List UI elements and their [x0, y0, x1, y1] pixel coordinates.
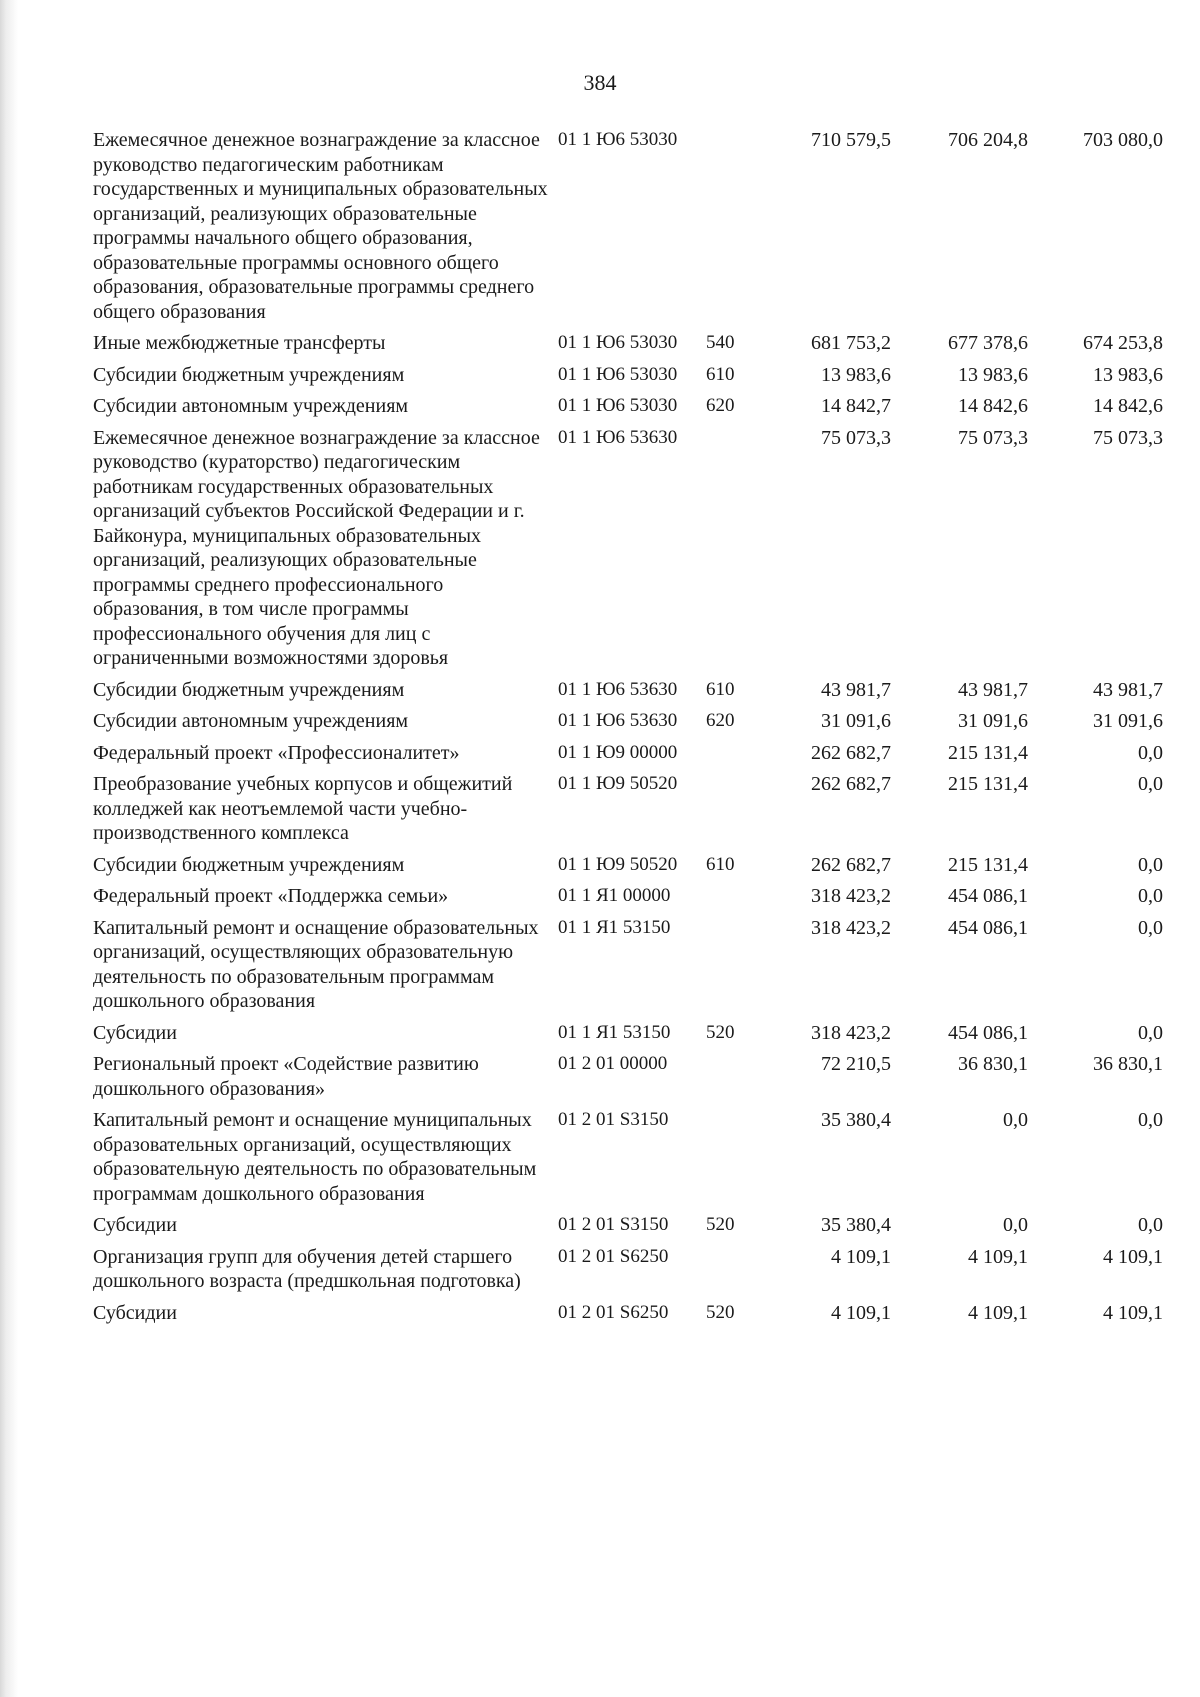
- table-row: [93, 1052, 1163, 1101]
- row-value-year-1: 318 423,2: [811, 916, 891, 939]
- row-value-year-3: 14 842,6: [1093, 395, 1163, 417]
- row-classification-code: 01 1 Я1 53150: [558, 1021, 671, 1043]
- table-row: [93, 1108, 1163, 1206]
- row-description: Преобразование учебных корпусов и общежитий колледжей как неотъемлемой части учебно-производственного комплекса: [93, 773, 513, 844]
- row-value-year-1: 262 682,7: [811, 741, 891, 764]
- row-classification-code: 01 1 Ю6 53030: [558, 363, 678, 385]
- row-value-year-3: 0,0: [1138, 773, 1163, 795]
- row-value-year-1: 43 981,7: [821, 678, 891, 701]
- row-expense-type: 610: [706, 853, 735, 875]
- row-value-year-3: 4 109,1: [1103, 1301, 1163, 1324]
- row-value-year-2: 215 131,4: [948, 853, 1028, 876]
- row-value-year-2: 13 983,6: [958, 363, 1028, 386]
- row-classification-code: 01 1 Ю6 53630: [558, 678, 678, 700]
- row-description: Субсидии: [93, 1021, 177, 1044]
- table-row: [93, 1213, 1163, 1238]
- row-classification-code: 01 2 01 S6250: [558, 1245, 669, 1267]
- row-value-year-3: 703 080,0: [1083, 129, 1163, 151]
- table-row: [93, 772, 1163, 846]
- row-value-year-1: 35 380,4: [821, 1214, 891, 1236]
- table-row: [93, 1301, 1163, 1326]
- row-value-year-1: 4 109,1: [831, 1301, 891, 1324]
- table-row: [93, 426, 1163, 671]
- row-value-year-1: 31 091,6: [821, 710, 891, 732]
- row-value-year-3: 4 109,1: [1103, 1245, 1163, 1268]
- row-description: Федеральный проект «Профессионалитет»: [93, 741, 460, 764]
- table-row: [93, 1245, 1163, 1294]
- row-description: Субсидии: [93, 1301, 177, 1324]
- row-value-year-3: 0,0: [1138, 741, 1163, 764]
- row-value-year-2: 454 086,1: [948, 916, 1028, 939]
- row-expense-type: 620: [706, 710, 735, 731]
- row-value-year-3: 31 091,6: [1093, 710, 1163, 732]
- row-value-year-2: 0,0: [1003, 1214, 1028, 1236]
- row-value-year-1: 318 423,2: [811, 885, 891, 907]
- row-value-year-2: 4 109,1: [968, 1301, 1028, 1324]
- row-value-year-2: 14 842,6: [958, 395, 1028, 417]
- table-row: [93, 128, 1163, 324]
- row-description: Субсидии автономным учреждениям: [93, 395, 409, 417]
- row-expense-type: 540: [706, 332, 735, 353]
- row-description: Субсидии бюджетным учреждениям: [93, 853, 405, 876]
- row-value-year-3: 0,0: [1138, 916, 1163, 939]
- row-description: Организация групп для обучения детей старшего дошкольного возраста (предшкольная подготовка): [93, 1245, 521, 1292]
- row-description: Капитальный ремонт и оснащение муниципальных образовательных организаций, осуществляющих образовательную деятельность по образовательным программам дошкольного образования: [93, 1109, 537, 1205]
- row-value-year-3: 0,0: [1138, 885, 1163, 907]
- row-value-year-1: 75 073,3: [821, 426, 891, 449]
- page-number: 384: [583, 70, 617, 95]
- row-value-year-2: 706 204,8: [948, 129, 1028, 151]
- row-value-year-1: 14 842,7: [821, 395, 891, 417]
- row-value-year-1: 681 753,2: [811, 332, 891, 354]
- table-row: [93, 678, 1163, 703]
- row-value-year-2: 454 086,1: [948, 885, 1028, 907]
- table-row: [93, 741, 1163, 766]
- row-classification-code: 01 1 Ю9 50520: [558, 773, 678, 794]
- row-value-year-1: 13 983,6: [821, 363, 891, 386]
- row-description: Ежемесячное денежное вознаграждение за классное руководство (кураторство) педагогическим работникам государственных образовательных организаций субъектов Российской Федерации и г. Байконура, муниципальных образовательных организаций, реализующих образовательные программы среднего профессионального образования, в том числе программы профессионального обучения для лиц с ограниченными возможностями здоровья: [93, 426, 540, 669]
- row-classification-code: 01 1 Я1 53150: [558, 916, 671, 938]
- row-value-year-2: 0,0: [1003, 1109, 1028, 1131]
- row-classification-code: 01 2 01 S3150: [558, 1109, 669, 1130]
- row-description: Субсидии автономным учреждениям: [93, 710, 409, 732]
- row-value-year-3: 43 981,7: [1093, 678, 1163, 701]
- row-expense-type: 520: [706, 1301, 735, 1323]
- row-value-year-1: 262 682,7: [811, 773, 891, 795]
- row-description: Субсидии бюджетным учреждениям: [93, 678, 405, 701]
- row-value-year-3: 0,0: [1138, 1021, 1163, 1044]
- row-description: Капитальный ремонт и оснащение образовательных организаций, осуществляющих образовательную деятельность по образовательным программам дошкольного образования: [93, 916, 539, 1012]
- row-description: Субсидии бюджетным учреждениям: [93, 363, 405, 386]
- row-value-year-2: 31 091,6: [958, 710, 1028, 732]
- row-value-year-1: 4 109,1: [831, 1245, 891, 1268]
- row-classification-code: 01 1 Ю6 53030: [558, 395, 678, 416]
- row-description: Субсидии: [93, 1214, 177, 1236]
- row-expense-type: 610: [706, 363, 735, 385]
- row-description: Иные межбюджетные трансферты: [93, 332, 386, 354]
- row-value-year-1: 262 682,7: [811, 853, 891, 876]
- row-classification-code: 01 1 Ю9 00000: [558, 741, 678, 763]
- row-description: Региональный проект «Содействие развитию дошкольного образования»: [93, 1053, 479, 1100]
- row-expense-type: 610: [706, 678, 735, 700]
- row-classification-code: 01 1 Ю6 53030: [558, 129, 678, 150]
- row-classification-code: 01 2 01 S6250: [558, 1301, 669, 1323]
- row-value-year-2: 215 131,4: [948, 741, 1028, 764]
- row-value-year-1: 35 380,4: [821, 1109, 891, 1131]
- row-classification-code: 01 1 Ю9 50520: [558, 853, 678, 875]
- scan-edge-shadow: [0, 0, 18, 1697]
- row-value-year-1: 72 210,5: [821, 1053, 891, 1075]
- row-classification-code: 01 1 Ю6 53630: [558, 426, 678, 448]
- row-value-year-2: 215 131,4: [948, 773, 1028, 795]
- row-description: Федеральный проект «Поддержка семьи»: [93, 885, 449, 907]
- row-value-year-3: 0,0: [1138, 1214, 1163, 1236]
- table-row: [93, 853, 1163, 878]
- row-value-year-3: 0,0: [1138, 1109, 1163, 1131]
- row-classification-code: 01 2 01 00000: [558, 1053, 668, 1074]
- row-value-year-3: 0,0: [1138, 853, 1163, 876]
- table-row: [93, 709, 1163, 734]
- row-classification-code: 01 1 Я1 00000: [558, 885, 671, 906]
- table-row: [93, 916, 1163, 1014]
- row-expense-type: 520: [706, 1021, 735, 1043]
- row-value-year-1: 318 423,2: [811, 1021, 891, 1044]
- row-value-year-2: 4 109,1: [968, 1245, 1028, 1268]
- row-value-year-2: 677 378,6: [948, 332, 1028, 354]
- row-classification-code: 01 1 Ю6 53030: [558, 332, 678, 353]
- row-expense-type: 520: [706, 1214, 735, 1235]
- row-value-year-3: 13 983,6: [1093, 363, 1163, 386]
- row-expense-type: 620: [706, 395, 735, 416]
- row-classification-code: 01 1 Ю6 53630: [558, 710, 678, 731]
- row-value-year-1: 710 579,5: [811, 129, 891, 151]
- row-description: Ежемесячное денежное вознаграждение за классное руководство педагогическим работникам государственных и муниципальных образовательных организаций, реализующих образовательные программы начального общего образования, образовательные программы основного общего образования, образовательные программы среднего общего образования: [93, 129, 548, 323]
- table-row: [93, 331, 1163, 356]
- row-value-year-2: 36 830,1: [958, 1053, 1028, 1075]
- budget-table: [93, 128, 1163, 1332]
- row-value-year-2: 43 981,7: [958, 678, 1028, 701]
- table-row: [93, 1021, 1163, 1046]
- row-value-year-3: 75 073,3: [1093, 426, 1163, 449]
- row-classification-code: 01 2 01 S3150: [558, 1214, 669, 1235]
- row-value-year-2: 75 073,3: [958, 426, 1028, 449]
- table-row: [93, 363, 1163, 388]
- table-row: [93, 394, 1163, 419]
- table-row: [93, 884, 1163, 909]
- row-value-year-3: 674 253,8: [1083, 332, 1163, 354]
- row-value-year-3: 36 830,1: [1093, 1053, 1163, 1075]
- row-value-year-2: 454 086,1: [948, 1021, 1028, 1044]
